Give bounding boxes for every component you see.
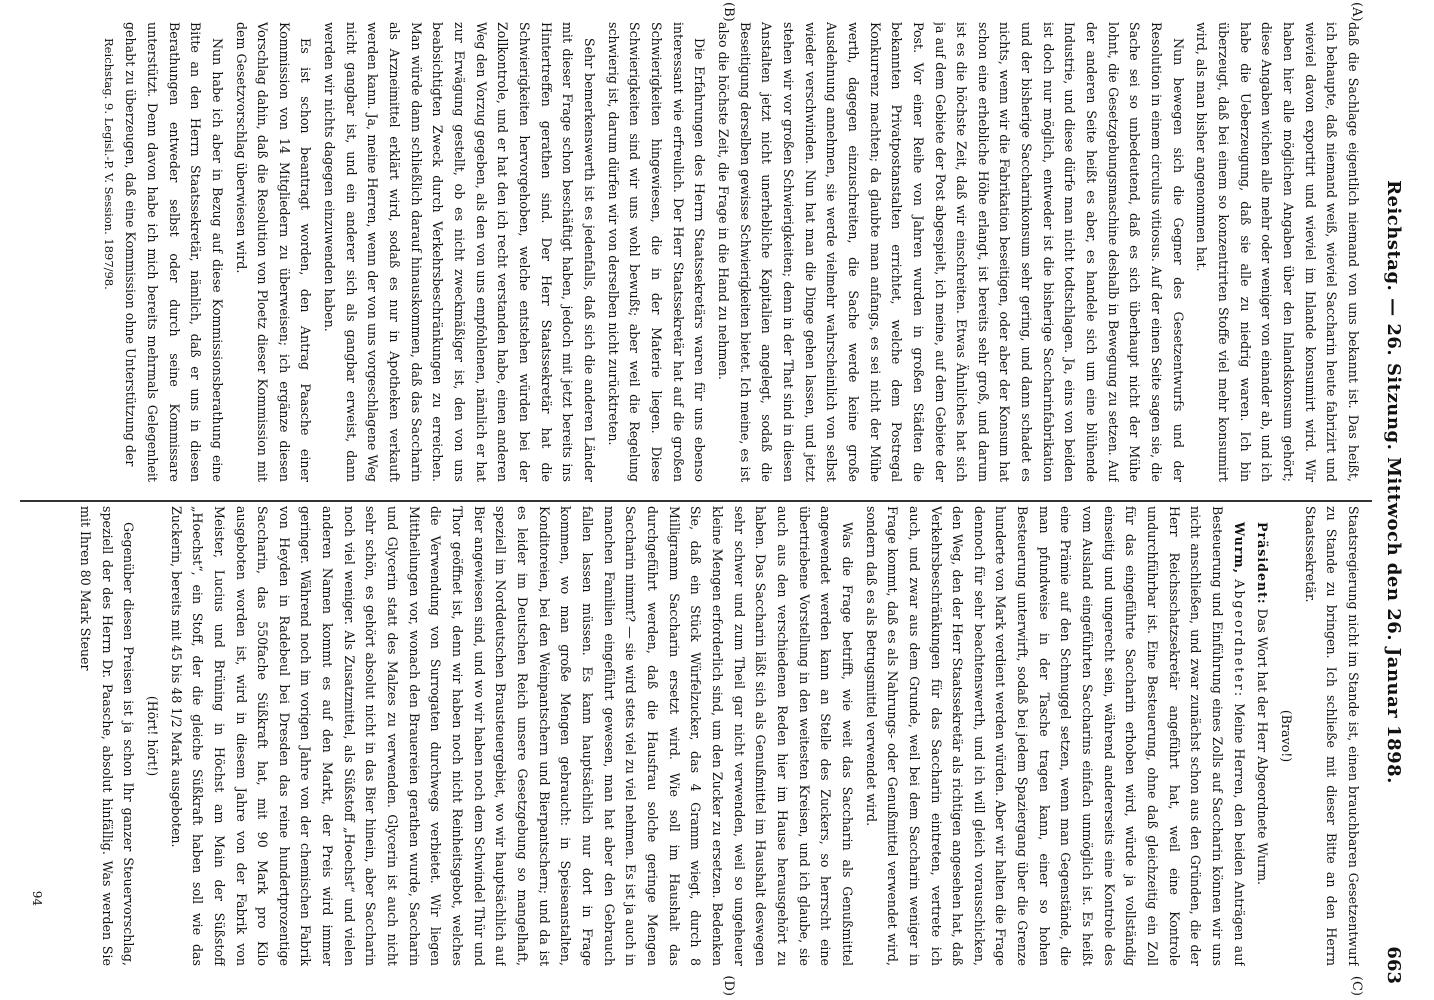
interjection-note: (Hört! hört!) — [144, 695, 160, 777]
paragraph: Nun habe ich aber in Bezug auf diese Kommissionsberathung eine Bitte an den Herrn Staatssekretär, nämlich, daß er uns in diesen Berathungen entweder selbst oder durch seine Kommissare unterstützt. Denn davon habe ich mich bereits mehrmals Gelegenheit gehabt zu überzeugen, daß eine Kommission ohne Unterstützung der — [123, 22, 225, 482]
page-number: 663 — [1383, 946, 1405, 984]
paragraph: daß die Sachlage eigentlich niemand von uns bekannt ist. Das heißt, ich behaupte, daß niemand weiß, wieviel Saccharin heute fabrizirt und wieviel davon exportirt und wieviel im Inlande konsumirt wird. Wir haben hier alle möglichen Angaben über den Inlandskonsum gehört; diese Angaben wichen alle mehr oder weniger von einander ab, und ich habe die Ueberzeugung, daß sie alle zu niedrig waren. Ich bin überzeugt, daß bei einem so konzentrirten Stoffe viel mehr konsumirt wird, als man bisher angenommen hat. — [1194, 22, 1361, 482]
paragraph: Was die Frage betrifft, wie weit das Saccharin als Genußmittel angewendet werden kann an Stelle des Zuckers, so herrscht eine übertriebene Vorstellung in den weitesten Kreisen, und ich glaube, sie auch aus den verschiedenen Reden hier im Hause herausgehört zu haben. Das Saccharin läßt sich als Genußmittel im Haushalt deswegen sehr schwer und zum Theil gar nicht verwenden, weil so ungeheuer kleine Mengen erforderlich sind, um den Zucker zu ersetzen. Bedenken Sie, daß ein Stück Würfelzucker, das 4 Gramm wiegt, durch 8 Milligramm Saccharin ersetzt wird. Wie soll im Haushalt das durchgeführt werden, daß die Hausfrau solche geringe Mengen Saccharin nimmt? — sie wird stets viel zu viel nehmen. Es ist ja auch in manchen Familien eingeführt gewesen, man hat aber den Gebrauch fallen lassen müssen. Es kann hauptsächlich nur dort in Frage kommen, wo man große Mengen gebraucht: in Speiseanstalten, Konditoreien, bei den Weinpantschern und Bierpantschern; und da ist es leider im Deutschen Reich unsere Gesetzgebung so mangelhaft, speziell im Norddeutschen Brausteuergebiet, wo wir hauptsächlich auf Bier angewiesen sind, und wo wir haben noch dem Schwindel Thür und Thor geöffnet ist, denn wir haben noch nicht Reinheitsgebot, welches die Verwendung von Surrogaten durchwegs verbietet. Wir liegen Mittheilungen vor, wonach den Brauereien gerathen wurde, Saccharin und Glycerin statt des Malzes zu verwenden. Glycerin ist auch nicht sehr schön, es gehört absolut nicht in das Bier hinein, aber Saccharin noch viel weniger. Als Zusatzmittel, als Süßstoff „Hoechst“ und vielen anderen Namen kommt es auf den Markt, der Preis wird immer geringer. Während noch im vorigen Jahre von der chemischen Fabrik von Heyden in Radebeul bei Dresden das reine hundertprozentige Saccharin, das 550fache Süßkraft hat, mit 90 Mark pro Kilo ausgeboten worden ist, wird in diesem Jahre von der Fabrik von Meister, Lucius und Brüning in Höchst am Main der Süßstoff „Hoechst“, ein Stoff, der die gleiche Süßkraft haben soll wie das Zuckerin, bereits mit 45 bis 48 1/2 Mark ausgeboten. — [168, 506, 855, 966]
paragraph: Es ist schon beantragt worden, den Antrag Paasche einer Kommission von 14 Mitgliedern zu überweisen; ich ergänze diesen Vorschlag dahin, daß die Resolution von Ploetz dieser Kommission mit dem Gesetzvorschlag überwiesen wird. — [233, 22, 314, 482]
margin-marker-d: (D) — [721, 975, 736, 996]
margin-marker-a: (A) — [1349, 2, 1364, 22]
paragraph: Sehr bemerkenswerth ist es jedenfalls, daß sich die anderen Länder mit dieser Frage schon beschäftigt haben, jedoch mit jetzt bereits ins Hintertreffen gerathen sind. Der Herr Staatssekretär hat die Schwierigkeiten hervorgehoben, welche entstehen würden bei der Zollkontrole, und er hat den ich recht verstanden habe, einen anderen Weg den Vorzug gegeben, als den von uns empfohlenen, nämlich er hat zur Erwägung gestellt, ob es nicht zweckmäßiger ist, den von uns beabsichtigten Zweck durch Verkehrsbeschränkungen zu erreichen. Man würde dann schließlich darauf hinauskommen, daß das Saccharin als Arzneimittel erklärt wird, sodaß es nur in Apotheken verkauft werden kann. Ja, meine Herren, wenn der von uns vorgeschlagene Weg nicht gangbar ist, und ein anderer sich als gangbar erweist, dann werden wir nichts dagegen einzuwenden haben. — [322, 22, 598, 482]
page-body — [22, 22, 1364, 966]
president-label: Präsident: — [1255, 522, 1271, 605]
applause-note: (Bravo!) — [1279, 709, 1295, 763]
paragraph: Die Erfahrungen des Herrn Staatssekretärs waren für uns ebenso interessant wie erfreulich. Der Herr Staatssekretär hat auf die großen Schwierigkeiten hingewiesen, die in der Materie liegen. Diese Schwierigkeiten sind wir uns wohl bewußt; aber weil die Regelung schwierig ist, darum dürfen wir von derselben nicht zurücktreten. — [605, 22, 708, 482]
paragraph: Nun bewegen sich die Gegner des Gesetzentwurfs und der Resolution in einem circulus vitiosus. Auf der einen Seite sagen sie, die Sache sei so unbedeutend, daß es sich überhaupt nicht der Mühe lohnt, die Gesetzgebungsmaschine deshalb in Bewegung zu setzen. Auf der anderen Seite heißt es aber, es handele sich um eine blühende Industrie, und diese dürfe man nicht todtschlagen. Ja, eins von beiden ist doch nur möglich, entweder ist die bisherige Saccharinfabrikation und der bisherige Saccharinkonsum sehr gering, und dann schadet es nichts, wenn wir die Fabrikation beseitigen, oder aber der Konsum hat schon eine erhebliche Höhe erlangt, ist bereits sehr groß, und darum ist es die höchste Zeit, daß wir einschreiten. Etwas Ähnliches hat sich ja auf dem Gebiete der Post abgespielt, ich meine, auf dem Gebiete der Post. Vor einer Reihe von Jahren wurden in großen Städten die bekannten Privatpostanstalten errichtet, welche dem Postregal Konkurrenz machten; da glaubte man anfangs, es sei nicht der Mühe werth, dagegen einzuschreiten, die Sache werde keine große Ausdehnung annehmen, sie werde vielmehr wahrscheinlich von selbst wieder verschwinden. Nun hat man die Dinge gehen lassen, und jetzt stehen wir vor großen Schwierigkeiten; denn in der That sind in diesen Anstalten jetzt nicht unerhebliche Kapitalien angelegt, sodaß die Beseitigung derselben gewisse Schwierigkeiten bietet. Ich meine, es ist also die höchste Zeit, die Frage in die Hand zu nehmen. — [715, 22, 1186, 482]
margin-marker-c: (C) — [1349, 975, 1364, 996]
speaker-role: Abgeordneter: — [1231, 579, 1247, 699]
paragraph: Meine Herren, den beiden Anträgen auf Besteuerung und Einführung eines Zolls auf Saccharin können wir uns nicht anschließen, und zwar zunächst schon aus den Gründen, die der Herr Reichsschatzsekretär angeführt hat, weil eine Kontrole undurchführbar ist. Eine Besteuerung, ohne daß gleichzeitig ein Zoll für das eingeführte Saccharin erhoben wird, würde ja vollständig einseitig und ungerecht sein, während andererseits eine Kontrole des vom Ausland eingeführten Saccharins einfach unmöglich ist. Es heißt eine Prämie auf den Schmuggel setzen, wenn man Gegenstände, die man pfundweise in der Tasche tragen kann, einer so hohen Besteuerung unterwirft, sodaß bei jedem Spaziergang über die Grenze hunderte von Mark verdient werden würden. Aber wir halten die Frage dennoch für sehr beachtenswerth, und ich will gleich vorausschicken, den Weg, den der Herr Staatssekretär als richtigen angesehen hat, daß Verkehrsbeschränkungen für das Saccharin eintreten, vertrete ich auch, und zwar aus dem Grunde, weil bei dem Saccharin weniger in Frage kommt, daß es als Nahrungs- oder Genußmittel verwendet wird, sondern daß es als Betrugsmittel verwendet wird. — [863, 506, 1247, 966]
right-column — [22, 506, 1364, 966]
sheet-mark: 94 — [29, 890, 44, 906]
column-footer: Reichstag. 9. Legisl.-P. V. Session. 1897/98. — [101, 38, 116, 290]
president-text: Das Wort hat der Herr Abgeordnete Wurm. — [1255, 608, 1271, 886]
margin-marker-b: (B) — [721, 2, 736, 22]
speaker-name: Wurm, — [1231, 522, 1247, 575]
page-header — [1372, 0, 1416, 1000]
left-column — [22, 22, 1364, 482]
running-head: Reichstag. — 26. Sitzung. Mittwoch den 26. Januar 1898. — [1383, 180, 1405, 784]
paragraph: Staatsregierung nicht im Stande ist, einen brauchbaren Gesetzentwurf zu Stande zu bringen. Ich schließe mit dieser Bitte an den Herrn Staatssekretär. — [1302, 506, 1361, 966]
paragraph: Gegenüber diesen Preisen ist ja schon Ihr ganzer Steuervorschlag, speziell der des Herrn Dr. Paasche, absolut hinfällig. Was werden Sie mit Ihren 80 Mark Steuer — [77, 506, 137, 966]
